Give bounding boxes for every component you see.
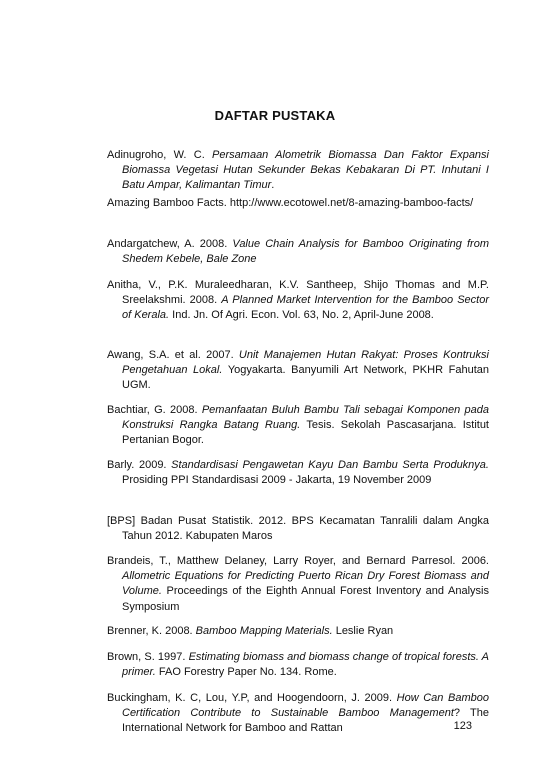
reference-authors: Barly. 2009. — [107, 459, 172, 471]
reference-authors: Brandeis, T., Matthew Delaney, Larry Royer, and Bernard Parresol. 2006. — [107, 555, 489, 567]
reference-authors: Awang, S.A. et al. 2007. — [107, 349, 239, 361]
reference-authors: Amazing Bamboo Facts. http://www.ecotowel.net/8-amazing-bamboo-facts/ — [107, 197, 474, 209]
reference-title: Bamboo Mapping Materials. — [195, 625, 333, 637]
reference-title: Estimating biomass and biomass change of tropical forests. A primer. — [122, 651, 489, 679]
reference-authors: Brown, S. 1997. — [107, 651, 189, 663]
reference-authors: Bachtiar, G. 2008. — [107, 404, 202, 416]
reference-entry — [107, 624, 489, 639]
reference-authors: Andargatchew, A. 2008. — [107, 238, 233, 250]
reference-authors: [BPS] Badan Pusat Statistik. 2012. BPS Kecamatan Tanralili dalam Angka Tahun 2012. Kabupaten Maros — [107, 515, 489, 543]
reference-entry — [107, 403, 489, 449]
reference-entry — [107, 237, 489, 267]
reference-source: Ind. Jn. Of Agri. Econ. Vol. 63, No. 2, April-June 2008. — [169, 309, 434, 322]
page-number: 123 — [453, 720, 472, 732]
reference-title: Persamaan Alometrik Biomassa Dan Faktor Expansi Biomassa Vegetasi Hutan Sekunder Bekas Kebakaran Di PT. Inhutani I Batu Ampar, Kalimantan Timur — [122, 149, 489, 192]
reference-title: Pemanfaatan Buluh Bambu Tali sebagai Komponen pada Konstruksi Rangka Batang Ruang. — [122, 404, 489, 432]
reference-title: Allometric Equations for Predicting Puerto Rican Dry Forest Biomass and Volume. — [122, 570, 489, 598]
reference-title: Standardisasi Pengawetan Kayu Dan Bambu Serta Produknya. — [171, 459, 489, 471]
reference-entry — [107, 514, 489, 544]
reference-entry — [107, 691, 489, 737]
reference-entry — [107, 650, 489, 680]
reference-source: Prosiding PPI Standardisasi 2009 - Jakarta, 19 November 2009 — [122, 474, 432, 487]
reference-entry — [107, 458, 489, 488]
reference-source: Proceedings of the Eighth Annual Forest Inventory and Analysis Symposium — [122, 585, 489, 613]
reference-title: A Planned Market Intervention for the Bamboo Sector of Kerala. — [122, 294, 490, 322]
reference-entry — [107, 348, 489, 394]
reference-source: Leslie Ryan — [332, 625, 394, 637]
reference-source: FAO Forestry Paper No. 134. Rome. — [155, 666, 337, 679]
reference-source: Yogyakarta. Banyumili Art Network, PKHR Fahutan UGM. — [122, 364, 489, 392]
reference-authors: Brenner, K. 2008. — [107, 625, 196, 637]
reference-authors: Anitha, V., P.K. Muraleedharan, K.V. Santheep, Shijo Thomas and M.P. Sreelakshmi. 2008. — [107, 279, 489, 307]
page-title: DAFTAR PUSTAKA — [214, 108, 336, 123]
reference-entry — [107, 148, 489, 194]
reference-entry — [107, 554, 489, 615]
reference-title: Value Chain Analysis for Bamboo Originating from Shedem Kebele, Bale Zone — [122, 238, 489, 266]
reference-source: . — [271, 179, 275, 192]
reference-source: ? The International Network for Bamboo and Rattan — [122, 707, 489, 735]
reference-entry — [107, 196, 489, 211]
reference-title: How Can Bamboo Certification Contribute to Sustainable Bamboo Management — [122, 692, 489, 720]
reference-authors: Adinugroho, W. C. — [107, 149, 213, 161]
reference-source: Tesis. Sekolah Pascasarjana. Istitut Pertanian Bogor. — [122, 419, 489, 447]
reference-title: Unit Manajemen Hutan Rakyat: Proses Kontruksi Pengetahuan Lokal. — [122, 349, 489, 377]
reference-authors: Buckingham, K. C, Lou, Y.P, and Hoogendoorn, J. 2009. — [107, 692, 397, 704]
reference-entry — [107, 278, 489, 324]
